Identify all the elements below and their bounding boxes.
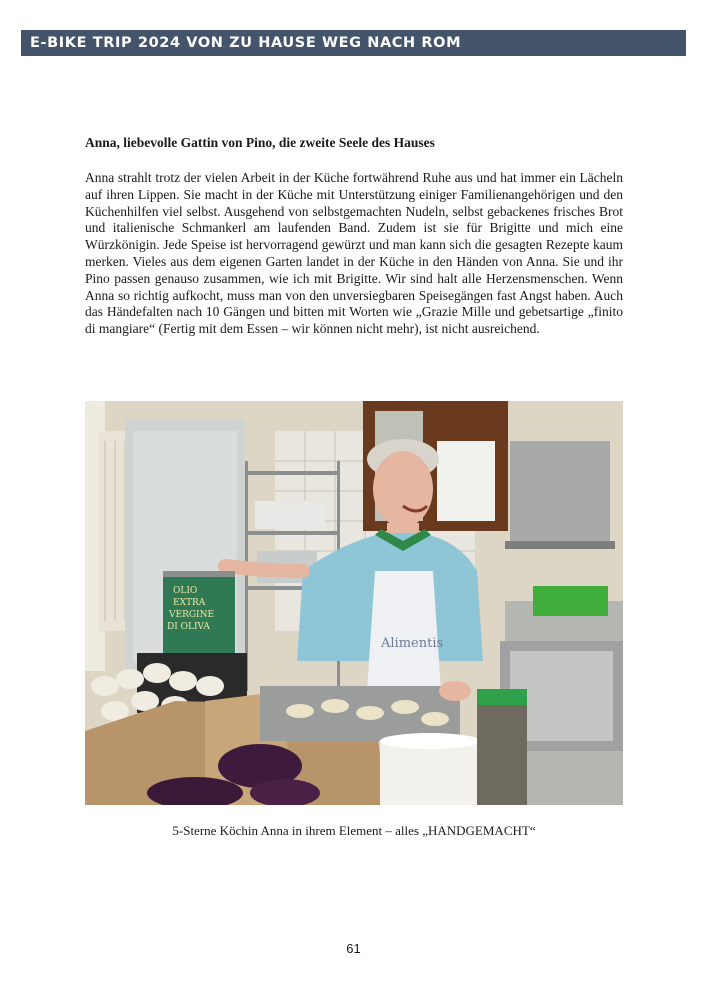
body-paragraph: Anna strahlt trotz der vielen Arbeit in der Küche fortwährend Ruhe aus und hat immer ein Lächeln auf ihren Lippen. Sie macht in der Küche mit Unterstützung einiger Familienangehörigen und den Küchenhilfen viel selbst. Ausgehend von selbstgemachten Nudeln, selbst gebackenes frisches Brot und italienische Schmankerl am laufenden Band. Zudem ist sie für Brigitte und mich eine Würzkönigin. Jede Speise ist hervorragend gewürzt und man kann sich die gesagten Rezepte kaum merken. Vieles aus dem eigenen Garten landet in der Küche in den Händen von Anna. Sie und ihr Pino passen genauso zusammen, wie ich mit Brigitte. Wir sind halt alle Herzensmenschen. Wenn Anna so richtig aufkocht, muss man von den unversiegbaren Speisegängen fast Angst haben. Auch das Händefalten nach 10 Gängen und bitten mit Worten wie „Grazie Mille und gebetsartige „finito di mangiare“ (Fertig mit dem Essen – wir können nicht mehr), ist nicht ausreichend. (85, 170, 623, 337)
section-title: Anna, liebevolle Gattin von Pino, die zweite Seele des Hauses (85, 135, 435, 150)
running-header-title: E-BIKE TRIP 2024 VON ZU HAUSE WEG NACH ROM (30, 35, 462, 51)
oil-can-label-line1: OLIO (173, 586, 198, 596)
oil-can-label-line4: DI OLIVA (167, 622, 210, 632)
photo-caption: 5-Sterne Köchin Anna in ihrem Element – alles „HANDGEMACHT“ (172, 823, 536, 838)
running-header (21, 30, 686, 56)
oil-can-label-line3: VERGINE (169, 610, 215, 620)
kitchen-photo-illustration (85, 401, 623, 805)
apron-text: Alimentis (381, 636, 444, 651)
oil-can-label-line2: EXTRA (173, 598, 206, 608)
kitchen-photo (85, 401, 623, 805)
page-number: 61 (346, 941, 361, 956)
